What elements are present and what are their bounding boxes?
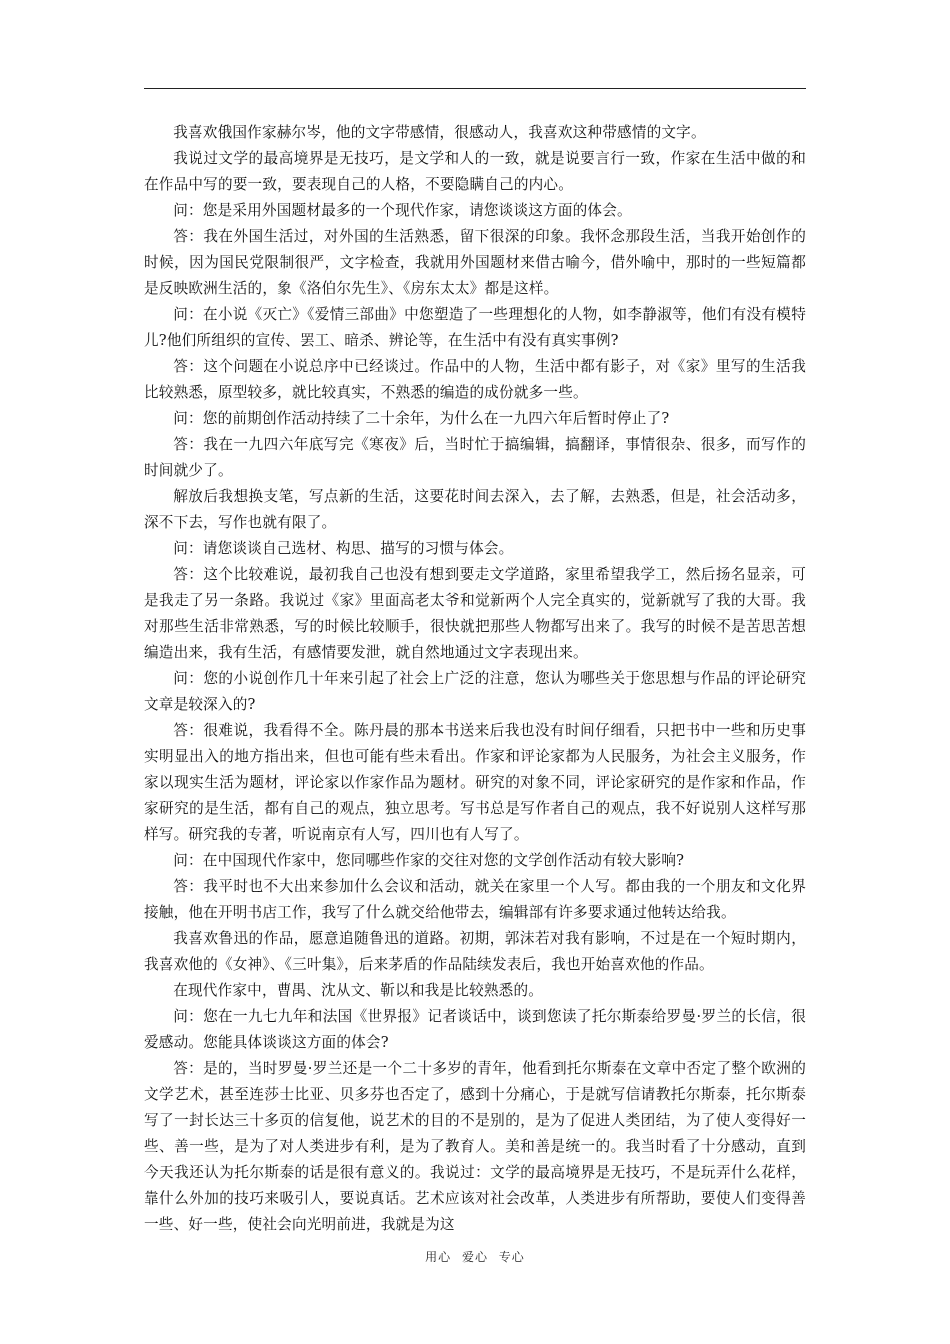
paragraph: 答：我平时也不大出来参加什么会议和活动，就关在家里一个人写。都由我的一个朋友和文化界接触，他在开明书店工作，我写了什么就交给他带去，编辑部有许多要求通过他转达给我。 — [144, 878, 806, 921]
paragraph: 问：在中国现代作家中，您同哪些作家的交往对您的文学创作活动有较大影响? — [173, 852, 685, 869]
paragraph: 答：很难说，我看得不全。陈丹晨的那本书送来后我也没有时间仔细看，只把书中一些和历史事实明显出入的地方指出来，但也可能有些未看出。作家和评论家都为人民服务，为社会主义服务，作家以现实生活为题材，评论家以作家作品为题材。研究的对象不同，评论家研究的是作家和作品，作家研究的是生活，都有自己的观点，独立思考。写书总是写作者自己的观点，我不好说别人这样写那样写。研究我的专著，听说南京有人写，四川也有人写了。 — [144, 722, 806, 843]
paragraph: 问：您的小说创作几十年来引起了社会上广泛的注意，您认为哪些关于您思想与作品的评论研究文章是较深入的? — [144, 670, 806, 713]
paragraph: 问：在小说《灭亡》《爱情三部曲》中您塑造了一些理想化的人物，如李静淑等，他们有没有模特儿?他们所组织的宣传、罢工、暗杀、辨论等，在生活中有没有真实事例? — [144, 306, 806, 349]
paragraph: 在现代作家中，曹禺、沈从文、靳以和我是比较熟悉的。 — [173, 982, 544, 999]
article-body — [144, 120, 806, 1238]
paragraph: 问：请您谈谈自己选材、构思、描写的习惯与体会。 — [173, 540, 514, 557]
paragraph: 我喜欢鲁迅的作品，愿意追随鲁迅的道路。初期，郭沫若对我有影响，不过是在一个短时期内，我喜欢他的《女神》、《三叶集》，后来茅盾的作品陆续发表后，我也开始喜欢他的作品。 — [144, 930, 806, 973]
paragraph: 答：这个问题在小说总序中已经谈过。作品中的人物，生活中都有影子，对《家》里写的生活我比较熟悉，原型较多，就比较真实，不熟悉的编造的成份就多一些。 — [144, 358, 806, 401]
paragraph: 答：我在一九四六年底写完《寒夜》后，当时忙于搞编辑，搞翻译，事情很杂、很多，而写作的时间就少了。 — [144, 436, 806, 479]
paragraph: 解放后我想换支笔，写点新的生活，这要花时间去深入，去了解，去熟悉，但是，社会活动多，深不下去，写作也就有限了。 — [144, 488, 806, 531]
paragraph: 答：我在外国生活过，对外国的生活熟悉，留下很深的印象。我怀念那段生活，当我开始创作的时候，因为国民党限制很严，文字检查，我就用外国题材来借古喻今，借外喻中，那时的一些短篇都是反映欧洲生活的，象《洛伯尔先生》、《房东太太》都是这样。 — [144, 228, 806, 297]
paragraph: 我喜欢俄国作家赫尔岑，他的文字带感情，很感动人，我喜欢这种带感情的文字。 — [173, 124, 706, 141]
page-footer: 用心 爱心 专心 — [425, 1250, 525, 1264]
paragraph: 问：您是采用外国题材最多的一个现代作家，请您谈谈这方面的体会。 — [173, 202, 632, 219]
paragraph: 我说过文学的最高境界是无技巧，是文学和人的一致，就是说要言行一致，作家在生活中做的和在作品中写的要一致，要表现自己的人格，不要隐瞒自己的内心。 — [144, 150, 806, 193]
paragraph: 问：您在一九七九年和法国《世界报》记者谈话中，谈到您读了托尔斯泰给罗曼·罗兰的长信，很爱感动。您能具体谈谈这方面的体会? — [144, 1008, 806, 1051]
paragraph: 问：您的前期创作活动持续了二十余年，为什么在一九四六年后暂时停止了? — [173, 410, 670, 427]
header-rule — [144, 88, 806, 89]
paragraph: 答：这个比较难说，最初我自己也没有想到要走文学道路，家里希望我学工，然后扬名显亲，可是我走了另一条路。我说过《家》里面高老太爷和觉新两个人完全真实的，觉新就写了我的大哥。我对那些生活非常熟悉，写的时候比较顺手，很快就把那些人物都写出来了。我写的时候不是苦思苦想编造出来，我有生活，有感情要发泄，就自然地通过文字表现出来。 — [144, 566, 806, 661]
paragraph: 答：是的，当时罗曼·罗兰还是一个二十多岁的青年，他看到托尔斯泰在文章中否定了整个欧洲的文学艺术，甚至连莎士比亚、贝多芬也否定了，感到十分痛心，于是就写信请教托尔斯泰，托尔斯泰写了一封长达三十多页的信复他，说艺术的目的不是别的，是为了促进人类团结，为了使人变得好一些、善一些，是为了对人类进步有利，是为了教育人。美和善是统一的。我当时看了十分感动，直到今天我还认为托尔斯泰的话是很有意义的。我说过：文学的最高境界是无技巧，不是玩弄什么花样，靠什么外加的技巧来吸引人，要说真话。艺术应该对社会改革，人类进步有所帮助，要使人们变得善一些、好一些，使社会向光明前进，我就是为这 — [144, 1060, 806, 1233]
